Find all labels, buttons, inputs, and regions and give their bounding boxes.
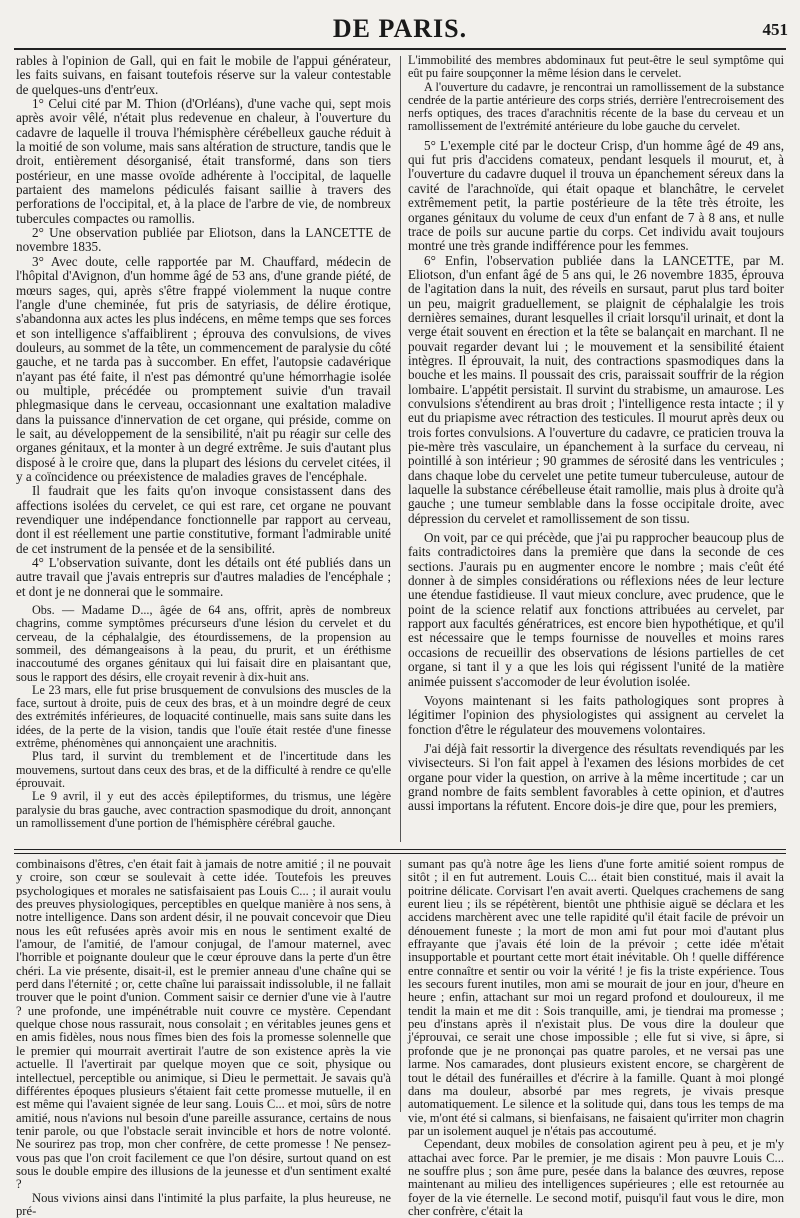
paragraph: Le 9 avril, il y eut des accès épileptiformes, du trismus, une légère paralysie du bras gauche, avec contraction spasmodique du droit, annonçant un ramollissement d'une portion de l'hémisphère cérébral gauche. [16,789,391,830]
paragraph: On voit, par ce qui précède, que j'ai pu rapprocher beaucoup plus de faits contradictoires dans la première que dans la seconde de ces sections. J'aurais pu en augmenter encore le nombre ; mais c'eût été donner à de simples considérations ou réflexions nées de leur lecture une étendue fastidieuse. Il vaut mieux conclure, avec prudence, que le point de la science relatif aux fonctions attribuées au cervelet, par rapport aux facultés génératrices, est encore bien hypothétique, et qu'il est nécessaire que le temps fournisse de nouvelles et moins rares occasions de recueillir des observations de lésions partielles de cet organe, si tant il y a que les lois qui régissent l'unité de la matière animée puissent s'accomoder de leur évolution isolée. [408,530,784,689]
feuilleton-column-left [16,857,391,1218]
paragraph: Plus tard, il survint du tremblement et de l'incertitude dans les mouvemens, surtout dans ceux des bras, et de la difficulté à rendre ce qu'elle éprouvait. [16,749,391,790]
article-column-right [408,54,784,844]
column-divider [400,860,401,1112]
header-rule [14,48,786,50]
paragraph: 2° Une observation publiée par Eliotson, dans la LANCETTE de novembre 1835. [16,225,391,255]
feuilleton-column-right [408,857,784,1218]
paragraph: rables à l'opinion de Gall, qui en fait le mobile de l'appui générateur, les faits suivans, en faisant toutefois réserve sur la valeur contestable de quelques-uns d'entr'eux. [16,53,391,97]
paragraph: 3° Avec doute, celle rapportée par M. Chauffard, médecin de l'hôpital d'Avignon, d'un homme âgé de 53 ans, d'une grande piété, de mœurs sages, qui, après s'être frappé violemment la nuque contre l'angle d'une cheminée, fut pris de satyriasis, de délire érotique, s'abandonna aux actes les plus indécens, en même temps que ses forces et son intelligence s'affaiblirent ; éprouva des convulsions, de vives douleurs, au sommet de la tête, un commencement de paralysie du côté gauche, et ne tarda pas à succomber. En effet, l'autopsie cadavérique n'ayant pas été faite, il n'est pas démontré qu'une hémorrhagie isolée ou multiple, précédée ou promptement suivie d'un travail phlegmasique dans le cerveau, occasionnant une exaltation maladive dans la puissance d'innervation de cet organe, qui préside, comme on le sait, au développement de la sensibilité, n'ait pu réagir sur celle des organes génitaux, et la monter à un degré extrême. Je suis d'autant plus disposé à le croire que, dans la plupart des lésions du cervelet citées, il y a coïncidence ou préexistence de maladies graves de l'encéphale. [16,253,391,484]
article-column-left [16,54,391,844]
feuilleton-section [16,857,784,1218]
paragraph: Il faudrait que les faits qu'on invoque consistassent dans des affections isolées du cervelet, ce qui est rare, cet organe ne pouvant revendiquer une indépendance fonctionnelle par rapport au cerveau, dont il est réellement une partie constitutive, formant l'admirable unité de cet instrument de la pensée et de la sensibilité. [16,483,391,556]
paragraph: combinaisons d'êtres, c'en était fait à jamais de notre amitié ; il ne pouvait y croire, son cœur se soulevait à cette idée. Toutefois les preuves psychologiques et morales ne satisfaisaient pas Louis C... ; il aurait voulu des preuves physiologiques, perceptibles en quelque manière à nos sens, à notre intelligence. Dans son ardent désir, il ne pouvait concevoir que Dieu nous les eût refusées après avoir mis en nous le sentiment exalté de l'amour, de l'amitié, de l'amour conjugal, de l'amour maternel, avec l'horrible et poignante douleur que le cœur éprouve dans la perte d'un être chéri. La vie présente, disait-il, est le premier anneau d'une chaîne qui se perd dans l'éternité ; or, cette chaîne lui paraissait indissoluble, il ne fallait trouver que le point d'union. Comment saisir ce dernier d'une vie à l'autre ? une profonde, une impénétrable nuit couvre ce mystère. Cependant quelque chose nous rassurait, nous consolait ; en véritables jeunes gens et en amis fidèles, nous nous fîmes bien des fois la promesse solennelle que le premier qui mourrait avertirait l'autre de son existence après la vie actuelle. Il l'avertirait par quelque moyen que ce soit, physique ou intellectuel, perceptible ou animique, si Dieu le permettait. Je savais qu'à différentes époques plusieurs s'étaient fait cette promesse mutuelle, il en est même qui l'avaient signée de leur sang. Louis C... et moi, sûrs de notre amitié, nous n'avions nul besoin d'une pareille assurance, certains de nous tenir parole, ou que l'obstacle serait invincible et hors de notre volonté. Ne sourirez pas trop, mon cher confrère, de cette promesse ! Ne pensez-vous pas que l'on croit facilement ce que l'on désire, surtout quand on est sous le double empire des illusions de la jeunesse et d'un sentiment exalté ? [16,857,391,1192]
paragraph: 4° L'observation suivante, dont les détails ont été publiés dans un autre travail que j'avais entrepris sur d'autres maladies de l'encéphale ; et dont je ne donnerai que le sommaire. [16,555,391,599]
article-section [16,54,784,844]
page-number: 451 [762,20,788,39]
feuilleton-separator [14,849,786,854]
paragraph: 5° L'exemple cité par le docteur Crisp, d'un homme âgé de 49 ans, qui fut pris d'accidens comateux, pendant lesquels il mourut, et, à l'ouverture du cadavre duquel il trouva un épanchement séreux dans la cavité de l'arachnoïde, qui était opaque et blanchâtre, le cervelet extrêmement petit, la partie postérieure de la tête très étroite, les organes génitaux du volume de ceux d'un enfant de 7 à 8 ans, et nulle trace de poils sur aucune partie du corps. Cet individu avait toujours montré une très grande indifférence pour les femmes. [408,137,784,254]
running-title: DE PARIS. [332,14,468,43]
paragraph: Le 23 mars, elle fut prise brusquement de convulsions des muscles de la face, surtout à droite, puis de ceux des bras, et à un moindre degré de ceux des extrémités inférieures, de loquacité continuelle, mais sans suite dans les idées, de la perte de la vision, tandis que l'ouïe était restée d'une finesse extrême, phénomènes qui annonçaient une arachnitis. [16,682,391,751]
paragraph: 1° Celui cité par M. Thion (d'Orléans), d'une vache qui, sept mois après avoir vêlé, n'était plus redevenue en chaleur, à l'ouverture du cadavre de laquelle il trouva l'hémisphère cérébelleux gauche réduit à la moitié de son volume, mais sans altération de structure, tandis que le droit, entièrement désorganisé, était transformé, dans son tiers postérieur, en une masse ovoïde adhérente à l'occipital, de laquelle partaient des mamelons pédiculés faisant saillie à travers des perforations de l'occipital, et, à la place de l'arbre de vie, de nombreux tubercules compactes ou ramollis. [16,96,391,226]
column-divider [400,56,401,842]
paragraph: A l'ouverture du cadavre, je rencontrai un ramollissement de la substance cendrée de la partie antérieure des corps striés, derrière l'entrecroisement des nerfs optiques, des traces d'arachnitis récente de la base du cerveau et un ramollissement de l'extrémité antérieure du lobe gauche du cervelet. [408,79,784,134]
paragraph: sumant pas qu'à notre âge les liens d'une forte amitié soient rompus de sitôt ; il en fut autrement. Louis C... était bien constitué, mais il avait la poitrine délicate. Corvisart l'en avait averti. Quelques crachemens de sang eurent lieu ; ils se répétèrent, bientôt une phthisie aiguë se déclara et les accidens marchèrent avec une telle rapidité qu'il était facile de prévoir un dénouement funeste ; la mort de mon ami fut pour moi d'autant plus effrayante que j'avais été loin de la prévoir ; cette idée m'était insupportable et pourtant cette mort était inévitable. Oh ! quelle différence entre connaître et sentir ou voir la vérité ! je fis la triste expérience. Tous les secours furent inutiles, mon ami se mourait de jour en jour, d'heure en heure ; enfin, attachant sur moi un regard profond et douloureux, il me tendit la main et me dit : Sois tranquille, ami, je tiendrai ma promesse ; peu d'instans après il n'existait plus. De vous dire la douleur que j'éprouvai, ce serait une chose impossible ; elle fut si vive, si âpre, si profonde que je ne prononçai pas quatre paroles, et ne versai pas une larme. Nos camarades, dont plusieurs existent encore, se chargèrent de tout le détail des funérailles et d'écrire à la famille. Quant à moi plongé dans ma douleur, absorbé par mes regrets, je vivais presque automatiquement. Le silence et la solitude qui, dans tous les temps de ma vie, m'ont été si calmans, si bienfaisans, ne faisaient qu'irriter mon chagrin par un isolement auquel je n'étais pas accoutumé. [408,857,784,1138]
paragraph: J'ai déjà fait ressortir la divergence des résultats revendiqués par les vivisecteurs. Si l'on fait appel à l'examen des lésions morbides de cet organe pour vider la question, on arrive à la même incertitude ; car un grand nombre de faits semblent favorables à cette opinion, et d'autres aussi importans la réfutent. Encore dois-je dire que, pour les premiers, [408,740,784,814]
paragraph: 6° Enfin, l'observation publiée dans la LANCETTE, par M. Eliotson, d'un enfant âgé de 5 ans qui, le 26 novembre 1835, éprouva de l'agitation dans la nuit, des réveils en sursaut, parut plus tard boiter un peu, maigrit graduellement, se plaignit de céphalalgie les trois dernières semaines, durant lesquelles il criait lorsqu'il urinait, et dont la verge était souvent en érection et la tête se balançait en marchant. Il ne pouvait regarder devant lui ; le mouvement et la sensibilité étaient intègres. Il éprouvait, la nuit, des contractions spasmodiques dans la bouche et les mains. Il poussait des cris, paraissait souffrir de la région lombaire. L'appétit persistait. Il survint du strabisme, un amaurose. Les convulsions s'étendirent au bras droit ; l'intelligence resta intacte ; il y eut du priapisme avec rétraction des testicules. Il mourut après deux ou trois fortes convulsions. A l'ouverture du cadavre, ce praticien trouva la pie-mère très vasculaire, un épanchement à la surface du cerveau, ni pointillé à son intérieur ; 90 grammes de sérosité dans les ventricules ; dans chaque lobe du cervelet une petite tumeur tuberculeuse, autour de laquelle la substance cérébelleuse était ramollie, mais plus à droite qu'à gauche ; une tumeur semblable dans la fosse occipitale droite, avec dépression du cervelet et ramollissement de son tissu. [408,252,784,526]
paragraph: L'immobilité des membres abdominaux fut peut-être le seul symptôme qui eût pu faire soupçonner la même lésion dans le cervelet. [408,53,784,81]
paragraph: Nous vivions ainsi dans l'intimité la plus parfaite, la plus heureuse, ne pré- [16,1190,391,1218]
paragraph: Cependant, deux mobiles de consolation agirent peu à peu, et je m'y attachai avec force. Par le premier, je me disais : Mon pauvre Louis C... ne souffre plus ; son âme pure, pesée dans la balance des œuvres, repose maintenant au milieu des intelligences supérieures ; elle est retournée au foyer de la vie éternelle. Le second motif, puisqu'il faut vous le dire, mon cher confrère, c'était la [408,1137,784,1218]
paragraph: Obs. — Madame D..., âgée de 64 ans, offrit, après de nombreux chagrins, comme symptômes précurseurs d'une lésion du cervelet et du cerveau, de la céphalalgie, des étourdissemens, de la propension au sommeil, des démangeaisons à la peau, du prurit, et un éréthisme inaccoutumé des organes génitaux qui lui faisait dire en plaisantant que, sous le rapport des désirs, elle croyait revenir à dix-huit ans. [16,603,391,684]
paragraph: Voyons maintenant si les faits pathologiques sont propres à légitimer l'opinion des physiologistes qui assignent au cervelet la fonction d'être le régulateur des mouvemens volontaires. [408,692,784,737]
page-header [0,14,800,44]
